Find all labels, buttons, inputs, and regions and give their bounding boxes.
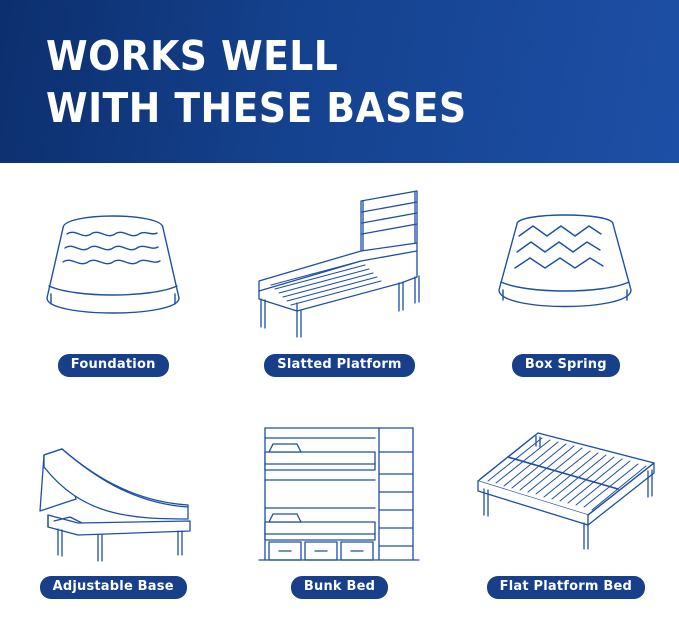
base-card-slatted-platform: [226, 163, 452, 400]
base-label-box-spring: Box Spring: [512, 354, 620, 377]
flat-platform-bed-illustration: [461, 414, 671, 574]
bunk-bed-illustration: [234, 414, 444, 574]
base-card-adjustable-base: [0, 400, 226, 636]
base-card-box-spring: [453, 163, 679, 400]
base-card-flat-platform-bed: [453, 400, 679, 636]
header-banner: [0, 0, 679, 163]
base-label-foundation: Foundation: [58, 354, 169, 377]
box-spring-illustration: [461, 177, 671, 352]
base-card-foundation: [0, 163, 226, 400]
adjustable-base-illustration: [8, 414, 218, 574]
page-title: [46, 30, 628, 135]
base-card-bunk-bed: [226, 400, 452, 636]
slatted-platform-illustration: [234, 177, 444, 352]
bases-grid: [0, 163, 679, 636]
page-title-line-2: WITH THESE BASES: [46, 84, 467, 133]
page-title-line-1: WORKS WELL: [46, 32, 339, 80]
base-label-adjustable-base: Adjustable Base: [40, 576, 187, 599]
base-label-slatted-platform: Slatted Platform: [264, 354, 414, 377]
foundation-illustration: [8, 177, 218, 352]
base-label-flat-platform-bed: Flat Platform Bed: [487, 576, 645, 599]
base-label-bunk-bed: Bunk Bed: [291, 576, 388, 599]
